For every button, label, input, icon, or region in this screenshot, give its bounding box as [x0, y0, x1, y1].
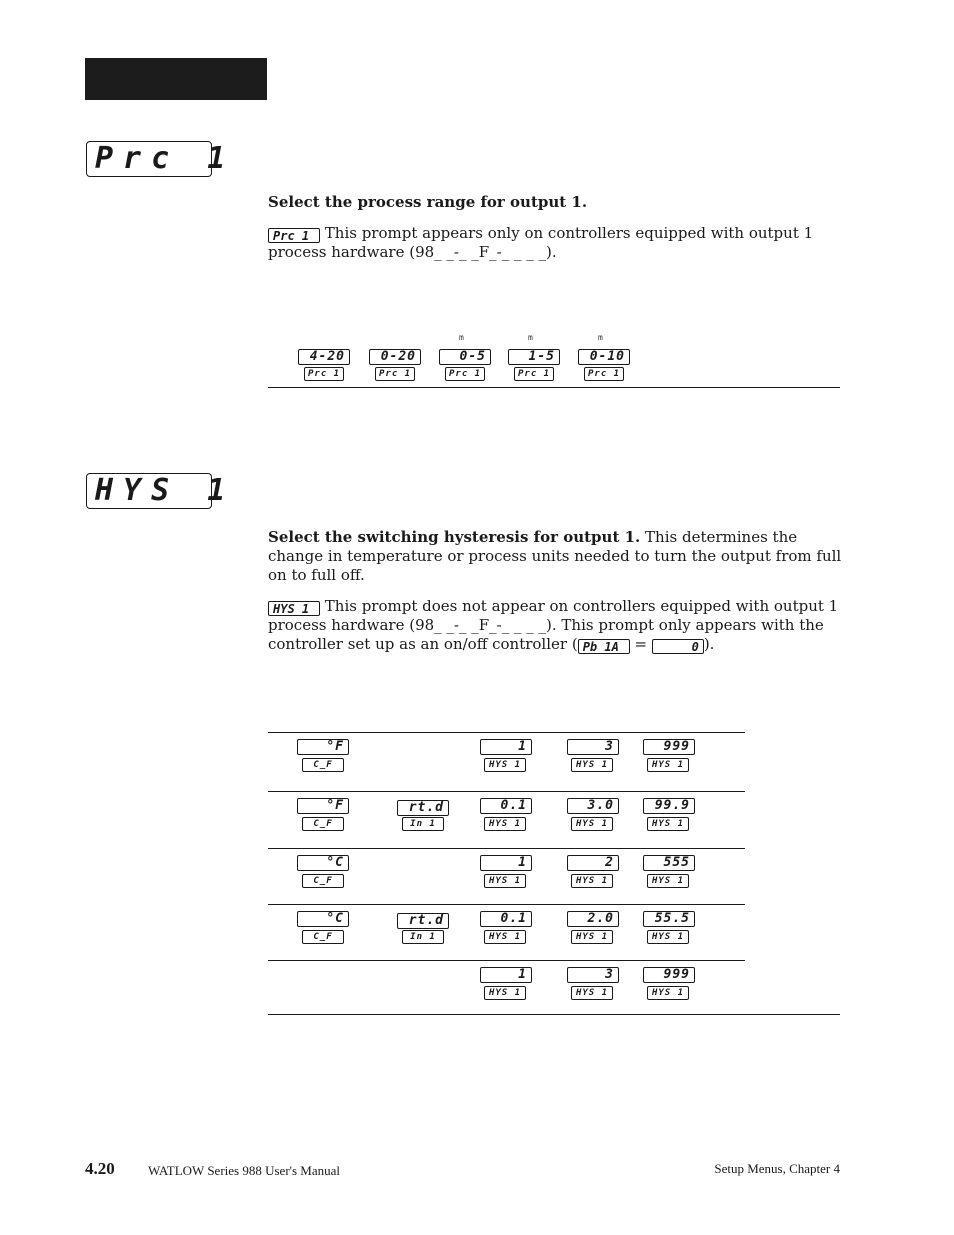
hys-def-display: 3 — [567, 967, 619, 983]
hys-def-label: HYS 1 — [571, 874, 613, 888]
prc-note-prompt: Prc 1 — [268, 228, 320, 243]
prc-divider — [268, 387, 840, 388]
hys-unit-display: °F — [297, 739, 349, 755]
section-header-bar — [85, 58, 267, 100]
hys-note-pb1a: Pb 1A — [578, 639, 630, 654]
hys-def-display: 2.0 — [567, 911, 619, 927]
hys-note-close: ). — [703, 635, 715, 653]
prc-option-label: Prc 1 — [304, 367, 344, 381]
prc-option-label: Prc 1 — [445, 367, 485, 381]
prc-prompt-display: Prc 1 — [86, 141, 212, 177]
hys-note — [268, 597, 843, 654]
hys-table-divider — [268, 732, 745, 733]
hys-input-display: rt.d — [397, 913, 449, 929]
hys-max-display: 99.9 — [643, 798, 695, 814]
hys-def-label: HYS 1 — [571, 758, 613, 772]
hys-min-display: 1 — [480, 855, 532, 871]
page-number: 4.20 — [85, 1159, 115, 1178]
hys-max-display: 999 — [643, 739, 695, 755]
hys-min-label: HYS 1 — [484, 817, 526, 831]
hys-max-display: 555 — [643, 855, 695, 871]
hys-prompt-display: HYS 1 — [86, 473, 212, 509]
prc-option-value: 0-20 — [369, 349, 421, 365]
hys-unit-label: C_F — [302, 817, 344, 831]
hys-def-display: 3 — [567, 739, 619, 755]
hys-input-label: In 1 — [402, 817, 444, 831]
hys-unit-label: C_F — [302, 874, 344, 888]
prc-option-mark: m — [598, 333, 603, 342]
hys-unit-label: C_F — [302, 758, 344, 772]
hys-def-label: HYS 1 — [571, 986, 613, 1000]
hys-max-label: HYS 1 — [647, 986, 689, 1000]
prc-note-text: This prompt appears only on controllers equipped with output 1 process hardware (98_ _-_ _F_-_ _ _ _). — [268, 224, 814, 261]
prc-option-value: 1-5 — [508, 349, 560, 365]
chapter-title: Setup Menus, Chapter 4 — [714, 1161, 840, 1176]
hys-row-divider — [268, 848, 745, 849]
hys-bottom-divider — [268, 1014, 840, 1015]
prc-heading-text: Select the process range for output 1. — [268, 193, 588, 211]
prc-option-label: Prc 1 — [375, 367, 415, 381]
hys-note-prompt: HYS 1 — [268, 601, 320, 616]
prc-option-mark: m — [528, 333, 533, 342]
hys-heading — [268, 528, 843, 585]
hys-min-label: HYS 1 — [484, 986, 526, 1000]
hys-unit-display: °C — [297, 855, 349, 871]
manual-title: WATLOW Series 988 User's Manual — [148, 1163, 341, 1178]
hys-unit-display: °F — [297, 798, 349, 814]
hys-def-label: HYS 1 — [571, 930, 613, 944]
hys-row-divider — [268, 904, 745, 905]
hys-row-divider — [268, 960, 745, 961]
hys-def-display: 3.0 — [567, 798, 619, 814]
hys-min-label: HYS 1 — [484, 874, 526, 888]
hys-min-label: HYS 1 — [484, 930, 526, 944]
prc-note — [268, 224, 843, 262]
prc-option-label: Prc 1 — [584, 367, 624, 381]
hys-max-label: HYS 1 — [647, 758, 689, 772]
hys-unit-label: C_F — [302, 930, 344, 944]
hys-min-display: 0.1 — [480, 798, 532, 814]
hys-row-divider — [268, 791, 745, 792]
hys-heading-text: Select the switching hysteresis for output 1. — [268, 528, 641, 546]
hys-max-display: 55.5 — [643, 911, 695, 927]
hys-min-display: 1 — [480, 739, 532, 755]
prc-option-value: 0-5 — [439, 349, 491, 365]
hys-def-label: HYS 1 — [571, 817, 613, 831]
hys-input-display: rt.d — [397, 800, 449, 816]
hys-min-display: 0.1 — [480, 911, 532, 927]
hys-unit-display: °C — [297, 911, 349, 927]
hys-max-label: HYS 1 — [647, 874, 689, 888]
prc-option-value: 4-20 — [298, 349, 350, 365]
hys-heading-rest: This determines the change in temperature or process units needed to turn the output from full on to full off. — [268, 528, 842, 584]
hys-note-zero: 0 — [652, 639, 704, 654]
prc-option-label: Prc 1 — [514, 367, 554, 381]
prc-option-value: 0-10 — [578, 349, 630, 365]
hys-def-display: 2 — [567, 855, 619, 871]
hys-note-text: This prompt does not appear on controllers equipped with output 1 process hardware (98_ _-_ _F_-_ _ _ _). This prompt only appears with the controller set up as an on/off controller ( — [268, 597, 839, 653]
prc-option-mark: m — [459, 333, 464, 342]
hys-max-display: 999 — [643, 967, 695, 983]
hys-note-eq: = — [629, 635, 652, 653]
hys-input-label: In 1 — [402, 930, 444, 944]
prc-heading — [268, 193, 843, 212]
hys-max-label: HYS 1 — [647, 930, 689, 944]
hys-min-display: 1 — [480, 967, 532, 983]
hys-min-label: HYS 1 — [484, 758, 526, 772]
hys-max-label: HYS 1 — [647, 817, 689, 831]
